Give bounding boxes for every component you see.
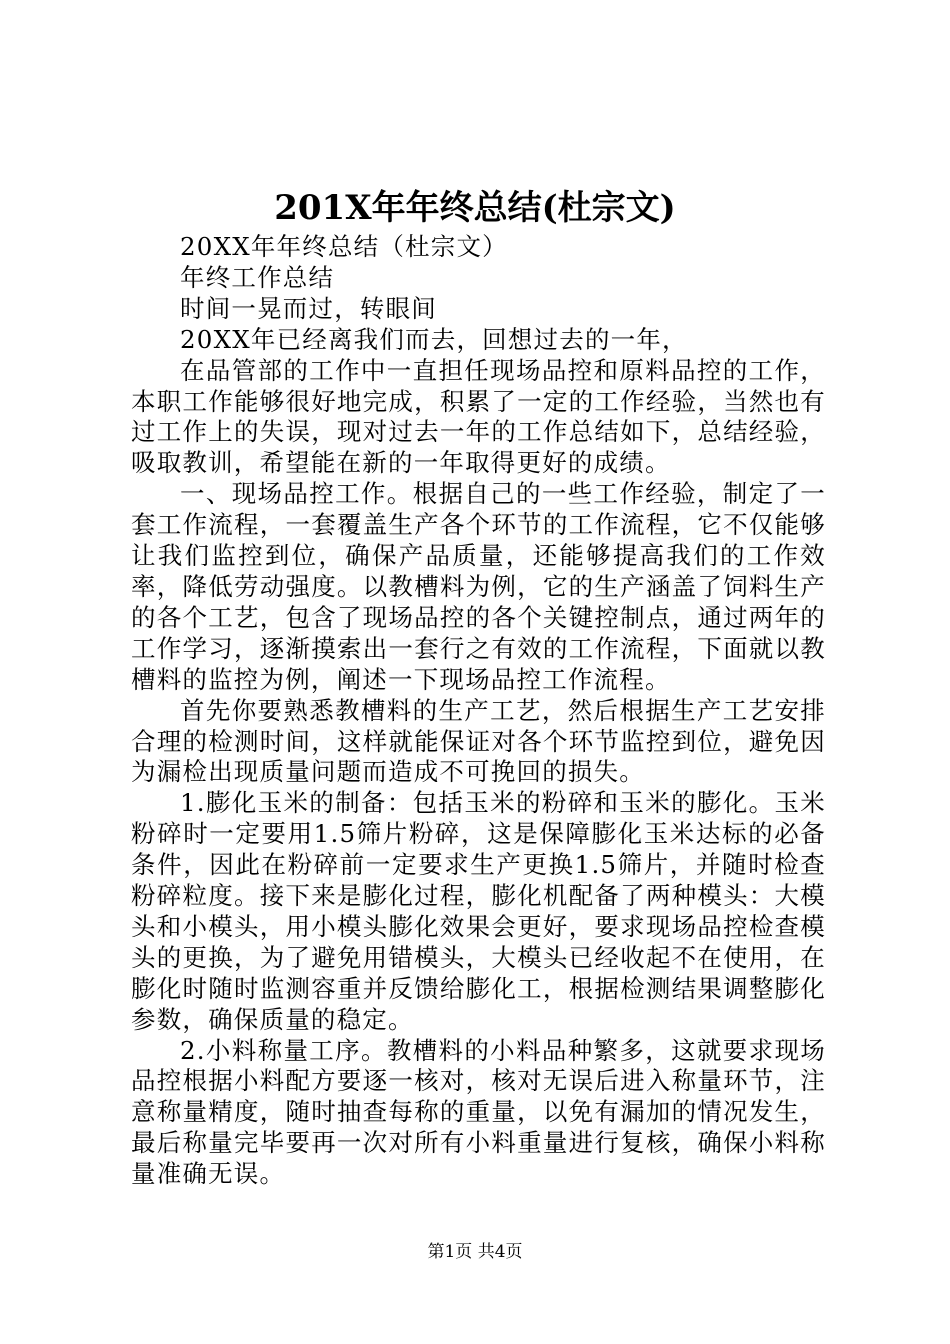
document-body — [131, 232, 826, 1190]
paragraph-subtitle: 年终工作总结 — [180, 262, 335, 292]
paragraph-intro-2: 20XX年已经离我们而去，回想过去的一年， — [180, 324, 688, 354]
document-title: 201X年年终总结(杜宗文) — [274, 188, 676, 228]
page-number-footer: 第1页 共4页 — [427, 1242, 523, 1262]
paragraph-step-1: 1.膨化玉米的制备：包括玉米的粉碎和玉米的膨化。玉米粉碎时一定要用1.5筛片粉碎，这是保障膨化玉米达标的必备条件，因此在粉碎前一定要求生产更换1.5筛片，并随时检查粉碎粒度。接下来是膨化过程，膨化机配备了两种模头：大模头和小模头，用小模头膨化效果会更好，要求现场品控检查模头的更换，为了避免用错模头，大模头已经收起不在使用，在膨化时随时监测容重并反馈给膨化工，根据检测结果调整膨化参数，确保质量的稳定。 — [131, 788, 826, 1034]
paragraph-process-intro: 首先你要熟悉教槽料的生产工艺，然后根据生产工艺安排合理的检测时间，这样就能保证对各个环节监控到位，避免因为漏检出现质量问题而造成不可挽回的损失。 — [131, 695, 826, 787]
paragraph-intro-1: 时间一晃而过，转眼间 — [180, 293, 437, 323]
paragraph-section-1: 一、现场品控工作。根据自己的一些工作经验，制定了一套工作流程，一套覆盖生产各个环节的工作流程，它不仅能够让我们监控到位，确保产品质量，还能够提高我们的工作效率，降低劳动强度。以教槽料为例，它的生产涵盖了饲料生产的各个工艺，包含了现场品控的各个关键控制点，通过两年的工作学习，逐渐摸索出一套行之有效的工作流程，下面就以教槽料的监控为例，阐述一下现场品控工作流程。 — [131, 479, 826, 694]
paragraph-heading: 20XX年年终总结（杜宗文） — [180, 232, 508, 261]
paragraph-overview: 在品管部的工作中一直担任现场品控和原料品控的工作，本职工作能够很好地完成，积累了一定的工作经验，当然也有过工作上的失误，现对过去一年的工作总结如下，总结经验，吸取教训，希望能在新的一年取得更好的成绩。 — [131, 355, 826, 478]
paragraph-step-2: 2.小料称量工序。教槽料的小料品种繁多，这就要求现场品控根据小料配方要逐一核对，核对无误后进入称量环节，注意称量精度，随时抽查每称的重量，以免有漏加的情况发生，最后称量完毕要再一次对所有小料重量进行复核，确保小料称量准确无误。 — [131, 1035, 826, 1189]
